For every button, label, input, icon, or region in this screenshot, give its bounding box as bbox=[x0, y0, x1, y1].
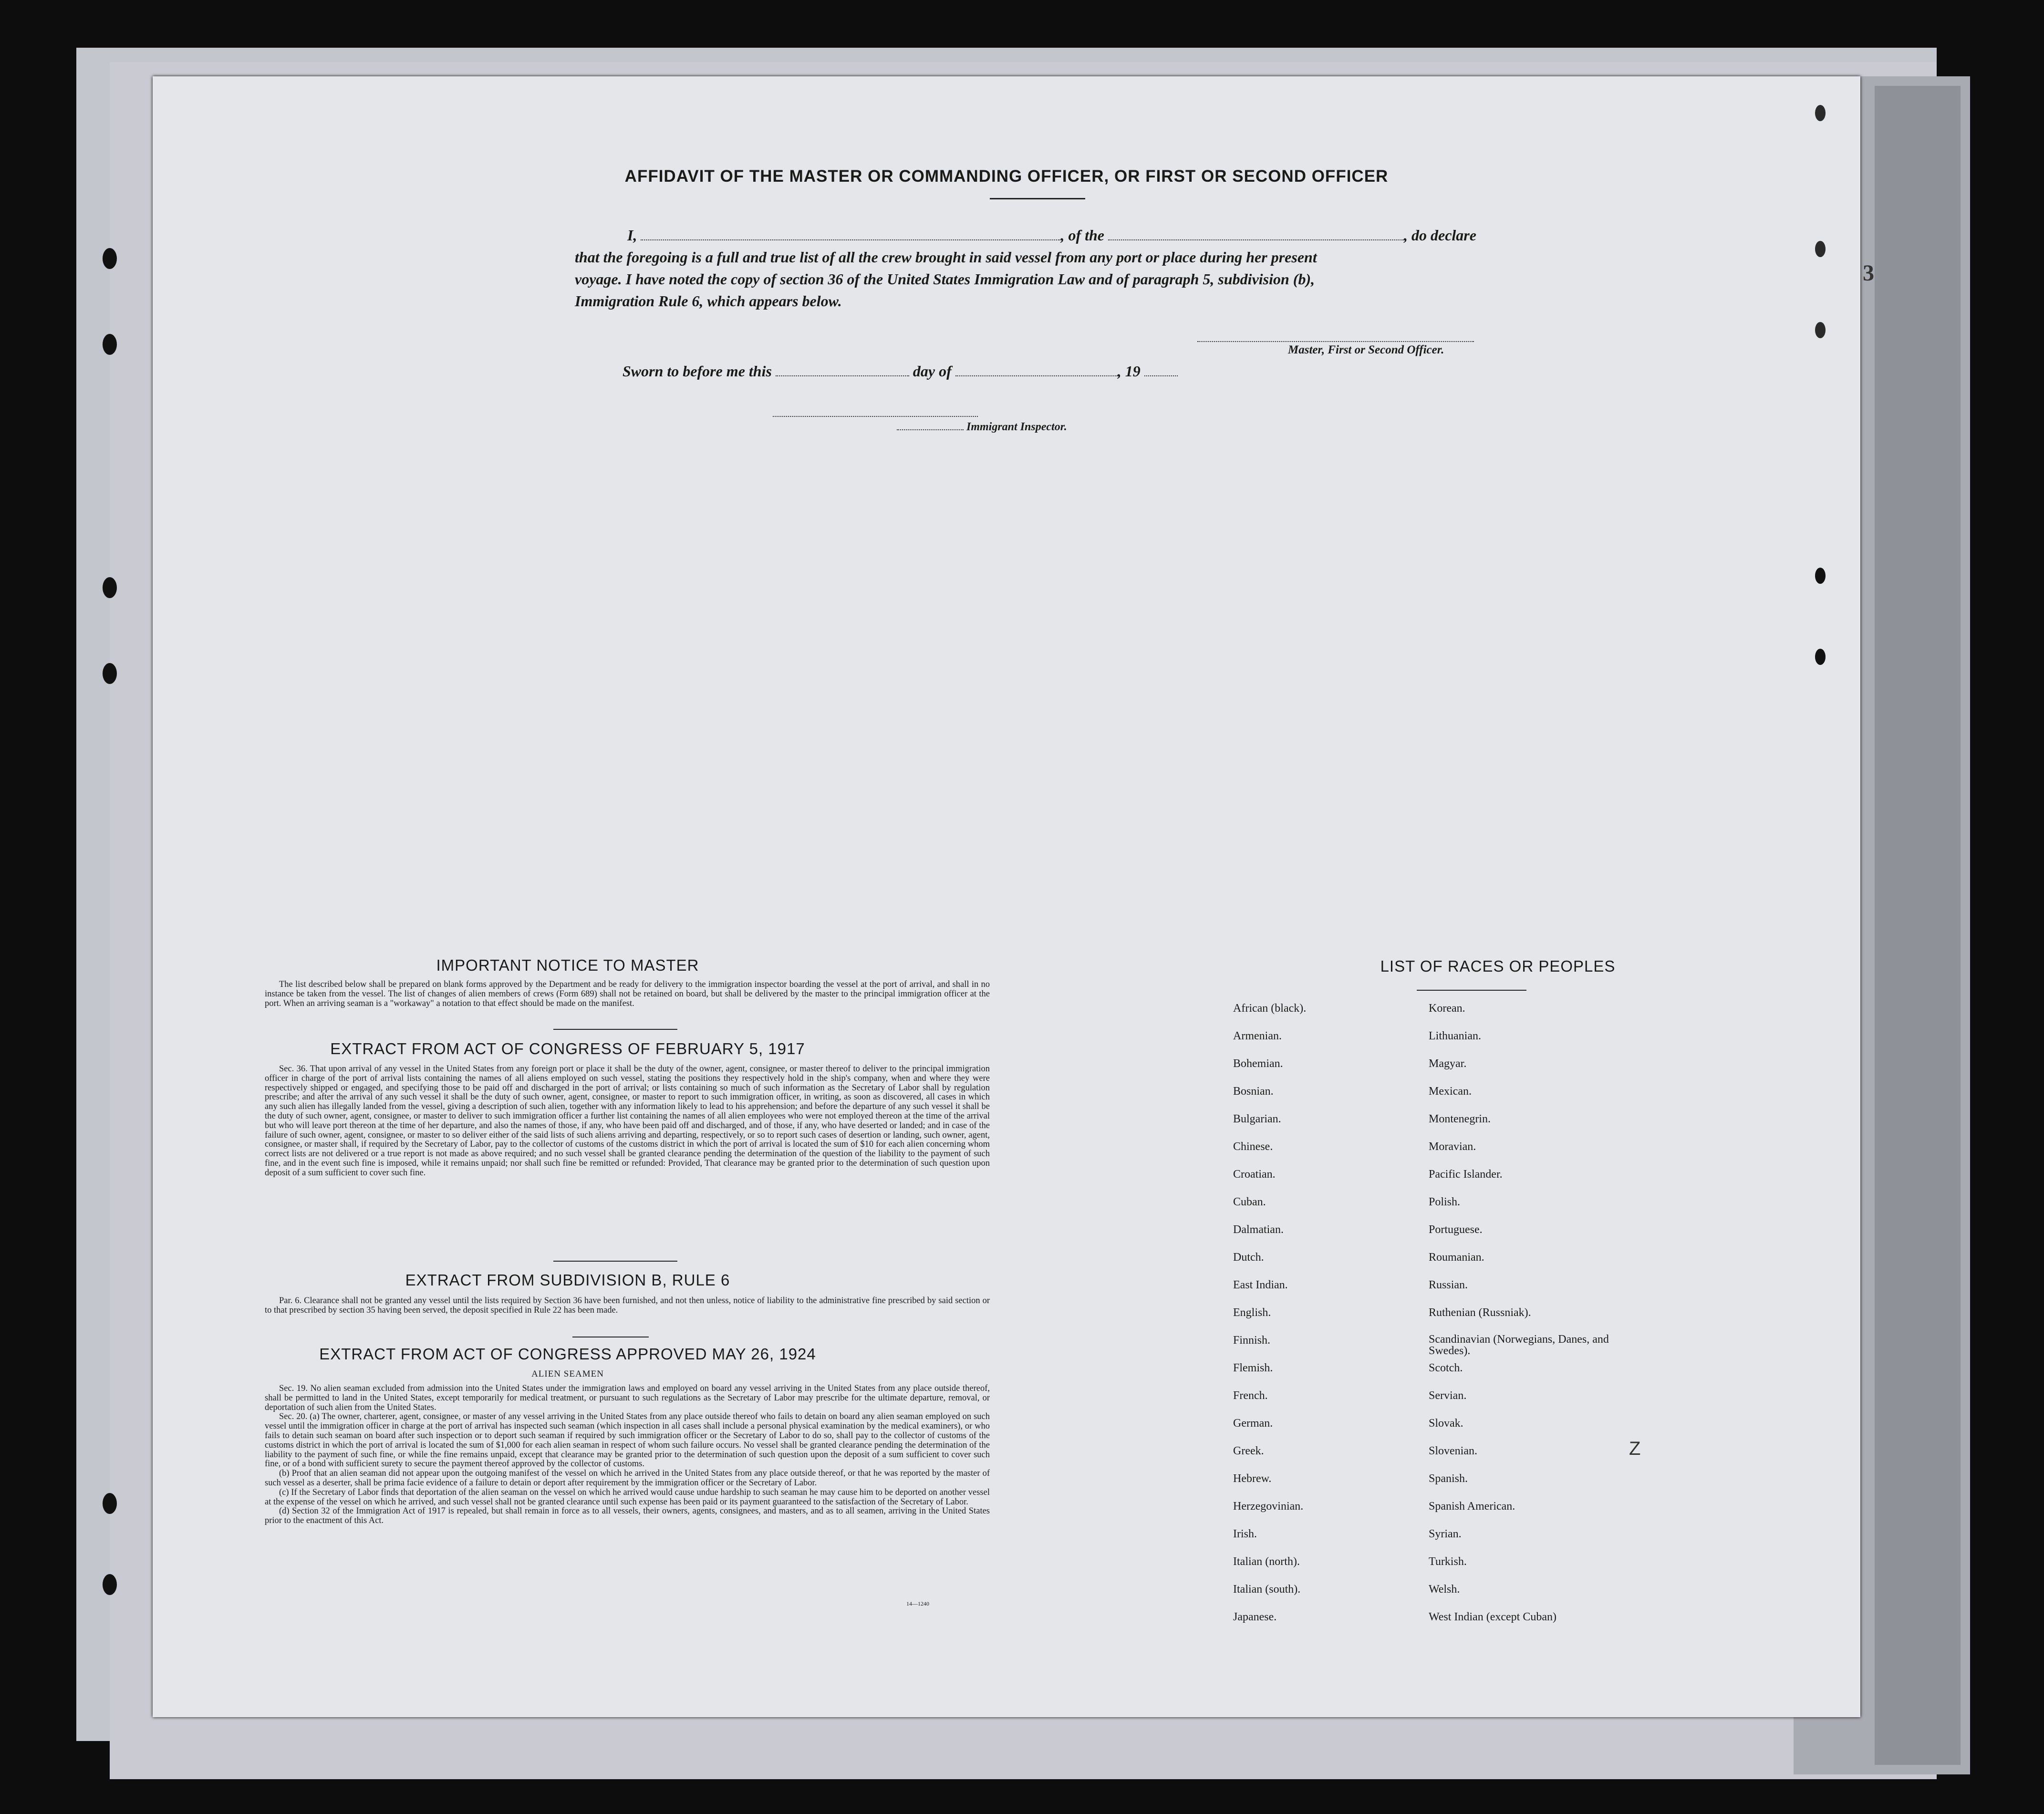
race-item: West Indian (except Cuban) bbox=[1429, 1611, 1556, 1623]
race-item: Magyar. bbox=[1429, 1057, 1467, 1070]
extract-1917-title: EXTRACT FROM ACT OF CONGRESS OF FEBRUARY 5, 1917 bbox=[330, 1040, 805, 1057]
divider bbox=[1417, 990, 1526, 991]
month-blank bbox=[955, 375, 1118, 376]
race-item: Dalmatian. bbox=[1233, 1223, 1284, 1236]
race-item: Servian. bbox=[1429, 1389, 1467, 1402]
binder-hole bbox=[1815, 649, 1826, 665]
race-item: Moravian. bbox=[1429, 1140, 1476, 1153]
affidavit-line-2: that the foregoing is a full and true list of all the crew brought in said vessel from any port or place during her present bbox=[575, 249, 1317, 266]
binder-hole bbox=[103, 577, 117, 598]
race-item: Lithuanian. bbox=[1429, 1030, 1481, 1042]
name-blank bbox=[641, 239, 1060, 240]
race-item: Bosnian. bbox=[1233, 1085, 1274, 1098]
notice-title: IMPORTANT NOTICE TO MASTER bbox=[436, 956, 699, 974]
rule6-title: EXTRACT FROM SUBDIVISION B, RULE 6 bbox=[405, 1271, 730, 1289]
notice-text: The list described below shall be prepared on blank forms approved by the Department and be ready for delivery to the immigration inspector boarding the vessel at the port of arrival, and shall in no instance be taken from the vessel. The list of changes of alien members of crews (Form 689) shall not be retained on board, but shall be delivered by the master to the principal immigration officer at the port. When an arriving seaman is a "workaway" a notation to that effect should be made on the manifest. bbox=[265, 980, 990, 1008]
race-item: Herzegovinian. bbox=[1233, 1500, 1304, 1513]
binder-hole bbox=[1815, 322, 1826, 338]
race-item: Irish. bbox=[1233, 1528, 1257, 1540]
race-item: Armenian. bbox=[1233, 1030, 1282, 1042]
race-item: African (black). bbox=[1233, 1002, 1307, 1015]
races-right-column bbox=[1429, 1002, 1629, 1638]
race-item: East Indian. bbox=[1233, 1279, 1288, 1291]
affidavit-page bbox=[153, 76, 1860, 1717]
binder-hole bbox=[103, 334, 117, 355]
race-item: Bohemian. bbox=[1233, 1057, 1283, 1070]
race-item: French. bbox=[1233, 1389, 1268, 1402]
race-item: Cuban. bbox=[1233, 1196, 1266, 1208]
race-item: Japanese. bbox=[1233, 1611, 1277, 1623]
binder-hole bbox=[103, 248, 117, 269]
race-item: Croatian. bbox=[1233, 1168, 1276, 1181]
extract-1924-title: EXTRACT FROM ACT OF CONGRESS APPROVED MAY 26, 1924 bbox=[319, 1345, 816, 1363]
affidavit-body bbox=[575, 224, 1658, 312]
inspector-label: Immigrant Inspector. bbox=[897, 421, 1067, 434]
affidavit-title: AFFIDAVIT OF THE MASTER OR COMMANDING OFFICER, OR FIRST OR SECOND OFFICER bbox=[624, 167, 1389, 186]
races-left-column bbox=[1233, 1002, 1424, 1638]
race-item: Turkish. bbox=[1429, 1555, 1467, 1568]
race-item: Portuguese. bbox=[1429, 1223, 1483, 1236]
vessel-blank bbox=[1108, 239, 1404, 240]
affidavit-line-4: Immigration Rule 6, which appears below. bbox=[575, 292, 842, 310]
rule6-text: Par. 6. Clearance shall not be granted any vessel until the lists required by Section 36 have been furnished, and not then unless, notice of liability to the administrative fine prescribed by said section or to that prescribed by section 35 having been served, the deposit specified in Rule 22 has been made. bbox=[265, 1296, 990, 1315]
race-item: Ruthenian (Russniak). bbox=[1429, 1306, 1531, 1319]
binder-hole bbox=[1815, 568, 1826, 584]
race-item: Korean. bbox=[1429, 1002, 1465, 1015]
signature-line bbox=[1197, 341, 1474, 342]
race-item: Syrian. bbox=[1429, 1528, 1462, 1540]
divider bbox=[553, 1029, 677, 1030]
race-item: Roumanian. bbox=[1429, 1251, 1484, 1264]
inspector-line bbox=[773, 416, 978, 417]
back-sheet-edge bbox=[1875, 86, 1961, 1765]
race-item: Montenegrin. bbox=[1429, 1113, 1491, 1125]
edge-page-number: 3 bbox=[1863, 260, 1874, 286]
binder-hole bbox=[103, 663, 117, 684]
race-item: Spanish. bbox=[1429, 1472, 1468, 1485]
handwritten-z-mark: Z bbox=[1629, 1438, 1641, 1459]
form-number: 14—1240 bbox=[906, 1600, 929, 1607]
alien-seamen-subtitle: ALIEN SEAMEN bbox=[531, 1369, 604, 1379]
extract-1924-text: Sec. 19. No alien seaman excluded from admission into the United States under the immigration laws and employed on board any vessel arriving in the United States from any place outside thereof, shall be permitted to land in the United States, except temporarily for medical treatment, or pursuant to such regulations as the Secretary of Labor may prescribe for the ultimate departure, removal, or deportation of such alien from the United States. Sec. 20. (a) The owner, charterer, agent, consignee, or master of any vessel arriving in the United States from any place outside thereof who fails to detain on board any alien seaman employed on such vessel until the immigration officer in charge at the port of arrival has inspected such seaman (which inspection in all cases shall include a personal physical examination by the medical examiners), or who fails to detain such seaman on board after such inspection or to deport such seaman if required by such immigration officer or the Secretary of Labor to do so, shall pay to the collector of customs of the customs district in which the port of arrival is located the sum of $1,000 for each alien seaman in respect of whom such failure occurs. No vessel shall be granted clearance pending the determination of the liability to the payment of such fine, or while the fine remains unpaid, except that clearance may be granted prior to the determination of such question upon the deposit of a sum sufficient to cover such fine, or of a bond with sufficient surety to secure the payment thereof approved by the collector of customs. (b) Proof that an alien seaman did not appear upon the outgoing manifest of the vessel on which he arrived in the United States from any place outside thereof, or that he was reported by the master of such vessel as a deserter, shall be prima facie evidence of a failure to detain or deport after requirement by the immigration officer or the Secretary of Labor. (c) If the Secretary of Labor finds that deportation of the alien seaman on the vessel on which he arrived would cause undue hardship to such seaman he may cause him to be deported on another vessel at the expense of the vessel on which he arrived, and such vessel shall not be granted clearance until such expense has been paid or its payment guaranteed to the satisfaction of the Secretary of Labor. (d) Section 32 of the Immigration Act of 1917 is repealed, but shall remain in force as to all vessels, their owners, agents, consignees, and masters, and as to all seamen, arriving in the United States prior to the enactment of this Act. bbox=[265, 1384, 990, 1526]
signature-label: Master, First or Second Officer. bbox=[1288, 343, 1444, 356]
race-item: Slovak. bbox=[1429, 1417, 1463, 1430]
race-item: Spanish American. bbox=[1429, 1500, 1515, 1513]
binder-hole bbox=[103, 1493, 117, 1514]
sworn-line: Sworn to before me this day of , 19 bbox=[623, 363, 1178, 380]
race-item: Flemish. bbox=[1233, 1362, 1273, 1374]
race-item: Greek. bbox=[1233, 1445, 1264, 1457]
race-item: Scandinavian (Norwegians, Danes, and Swedes). bbox=[1429, 1333, 1609, 1357]
title-underline bbox=[990, 198, 1085, 199]
race-item: Chinese. bbox=[1233, 1140, 1273, 1153]
race-item: Mexican. bbox=[1429, 1085, 1472, 1098]
races-title: LIST OF RACES OR PEOPLES bbox=[1380, 957, 1616, 975]
race-item: English. bbox=[1233, 1306, 1271, 1319]
binder-hole bbox=[1815, 105, 1826, 121]
year-blank bbox=[1144, 375, 1178, 376]
affidavit-line-3: voyage. I have noted the copy of section 36 of the United States Immigration Law and of paragraph 5, subdivision (b), bbox=[575, 270, 1315, 288]
race-item: Scotch. bbox=[1429, 1362, 1463, 1374]
race-item: Welsh. bbox=[1429, 1583, 1460, 1596]
race-item: Bulgarian. bbox=[1233, 1113, 1281, 1125]
extract-1917-text: Sec. 36. That upon arrival of any vessel in the United States from any foreign port or place it shall be the duty of the owner, agent, consignee, or master thereof to deliver to the principal immigration officer in charge of the port of arrival lists containing the names of all aliens employed on such vessel, stating the positions they respectively hold in the ship's company, when and where they were respectively shipped or engaged, and specifying those to be paid off and discharged in the port of arrival; or lists containing so much of such information as the Secretary of Labor shall by regulation prescribe; and after the arrival of any such vessel it shall be the duty of such owner, agent, consignee, or master to report to such immigration officer, in writing, as soon as discovered, all cases in which any such alien has illegally landed from the vessel, giving a description of such alien, together with any information likely to lead to his apprehension; and before the departure of any such vessel it shall be the duty of such owner, agent, consignee, or master to deliver to such immigration officer a further list containing the names of all alien employees who were not employed thereon at the time of the arrival but who will leave port thereon at the time of her departure, and also the names of those, if any, who have been paid off and discharged, and of those, if any, who have deserted or landed; and in case of the failure of such owner, agent, consignee, or master to so deliver either of the said lists of such aliens arriving and departing, respectively, or so to report such cases of desertion or landing, such owner, agent, consignee, or master shall, if required by the Secretary of Labor, pay to the collector of customs of the customs district in which the port of arrival is located the sum of $10 for each alien concerning whom correct lists are not delivered or a true report is not made as above required; and no such vessel shall be granted clearance pending the determination of the question of the liability to the payment of such fine, and in the event such fine is imposed, while it remains unpaid; nor shall such fine be remitted or refunded: Provided, That clearance may be granted prior to the determination of such question upon deposit of a sum sufficient to cover such fine. bbox=[265, 1064, 990, 1178]
race-item: Slovenian. bbox=[1429, 1445, 1477, 1457]
race-item: German. bbox=[1233, 1417, 1273, 1430]
race-item: Dutch. bbox=[1233, 1251, 1264, 1264]
binder-hole bbox=[1815, 241, 1826, 257]
day-blank bbox=[776, 375, 909, 376]
race-item: Italian (south). bbox=[1233, 1583, 1301, 1596]
race-item: Russian. bbox=[1429, 1279, 1468, 1291]
race-item: Pacific Islander. bbox=[1429, 1168, 1503, 1181]
race-item: Polish. bbox=[1429, 1196, 1461, 1208]
race-item: Hebrew. bbox=[1233, 1472, 1272, 1485]
race-item: Italian (north). bbox=[1233, 1555, 1300, 1568]
divider bbox=[553, 1261, 677, 1262]
binder-hole bbox=[103, 1574, 117, 1595]
affidavit-line-1: I, , of the , do declare bbox=[627, 227, 1476, 244]
race-item: Finnish. bbox=[1233, 1334, 1271, 1347]
